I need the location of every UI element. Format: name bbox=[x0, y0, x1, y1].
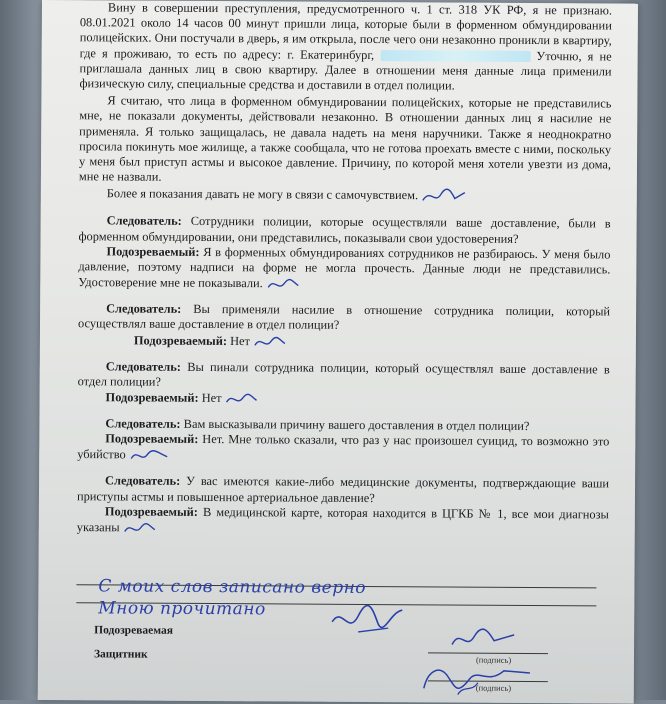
signature-mark bbox=[421, 187, 467, 207]
answer-1 bbox=[78, 244, 610, 296]
question-2 bbox=[78, 301, 610, 335]
refusal-paragraph bbox=[79, 185, 611, 208]
investigator-label: Следователь: bbox=[106, 213, 182, 229]
question-text: Вам высказывали причину вашего доставления в отдел полиции? bbox=[183, 416, 530, 434]
suspect-label: Подозреваемый: bbox=[104, 504, 198, 519]
document-body bbox=[77, 0, 612, 540]
answer-4 bbox=[77, 431, 609, 467]
suspect-label: Подозреваемый: bbox=[105, 431, 199, 447]
signature-mark bbox=[253, 333, 287, 351]
suspect-label: Подозреваемый: bbox=[105, 390, 199, 405]
defender-signature-label: Защитник bbox=[93, 648, 148, 661]
intro-text-1: Вину в совершении преступления, предусмотренного ч. 1 ст. 318 УК РФ, я не признаю. 08.01.2021 около 14 часов 00 минут пришли лица, которые были в форменном обмундировании полицейских. Они постучали в дверь, я им открыла, после чего они незаконно проникли в квартиру, где я проживаю, то есть по адресу: г. Екатеринбург, bbox=[79, 0, 612, 62]
handwritten-signature bbox=[328, 602, 408, 646]
question-5 bbox=[77, 474, 609, 508]
signature-mark bbox=[123, 520, 157, 538]
answer-text: Нет bbox=[201, 390, 222, 406]
question-text: Вы применяли насилие в отношение сотрудника полиции, который осуществлял ваше доставление в отдел полиции? bbox=[77, 302, 611, 333]
suspect-label: Подозреваемый: bbox=[106, 244, 200, 259]
answer-text: Нет. Мне только сказали, что раз у нас произошел суицид, то возможно это убийство bbox=[77, 432, 610, 462]
investigator-label: Следователь: bbox=[105, 359, 181, 374]
question-text: Вы пинали сотрудника полиции, который осуществлял ваше доставление в отдел полиции? bbox=[77, 359, 610, 389]
question-3 bbox=[78, 359, 610, 393]
answer-text: Я в форменных обмундированиях сотрудников не разбираюсь. У меня было давление, поэтому надписи на форме не могла прочесть. Данные люди не представились. Удостоверение мне не показывали. bbox=[78, 244, 611, 291]
answer-text: В медицинской карте, которая находится в ЦГКБ № 1, все мои диагнозы указаны bbox=[76, 504, 609, 535]
investigator-label: Следователь: bbox=[105, 416, 181, 431]
answer-2 bbox=[78, 332, 610, 353]
statement-text: Я считаю, что лица в форменном обмундировании полицейских, которые не представились мне, не показали документы, действовали незаконно. В отношении данных лиц я насилие не применяла. Я только защищалась, не давала надеть на меня наручники. Также я неоднократно просила покинуть мое жилище, а также сообщала, что не готова проехать вместе с ними, поскольку у меня был приступ астмы и высокое давление. Причину, по которой меня хотели увезти из дома, мне не назвали. bbox=[78, 93, 612, 184]
suspect-label: Подозреваемый: bbox=[133, 333, 228, 348]
document-page bbox=[38, 0, 638, 704]
signature-mark bbox=[225, 390, 259, 408]
investigator-label: Следователь: bbox=[105, 473, 181, 489]
answer-text: Нет bbox=[230, 333, 251, 348]
handwritten-attestation-2: Мною прочитано bbox=[98, 598, 266, 620]
handwritten-attestation-1: С моих слов записано верно bbox=[98, 576, 367, 598]
address-redaction bbox=[380, 50, 530, 62]
question-text: У вас имеются какие-либо медицинские документы, подтверждающие ваши приступы астмы и повышенное артериальное давление? bbox=[76, 474, 610, 505]
intro-text-2: Уточню, я не приглашала данных лиц в свою квартиру. Далее в отношении меня данные лица применили физическую силу, специальные средства и доставили в отдел полиции. bbox=[79, 48, 612, 93]
statement-paragraph bbox=[79, 93, 612, 187]
suspect-signature-label: Подозреваемая bbox=[94, 624, 174, 637]
signature-mark bbox=[266, 276, 300, 294]
signature-caption: (подпись) bbox=[475, 654, 512, 665]
suspect-signature bbox=[448, 622, 518, 652]
signature-mark bbox=[129, 447, 169, 465]
investigator-label: Следователь: bbox=[106, 301, 182, 317]
answer-3 bbox=[78, 389, 610, 410]
defender-signature bbox=[418, 654, 538, 699]
question-1 bbox=[79, 214, 611, 248]
refusal-text: Более я показания давать не могу в связи с самочувствием. bbox=[106, 186, 419, 203]
signature-caption: (подпись) bbox=[475, 682, 512, 693]
answer-5 bbox=[77, 504, 609, 540]
question-text: Сотрудники полиции, которые осуществляли ваше доставление, были в форменном обмундировании, они представились, показывали свои удостоверения? bbox=[78, 214, 611, 246]
intro-paragraph bbox=[79, 0, 612, 94]
